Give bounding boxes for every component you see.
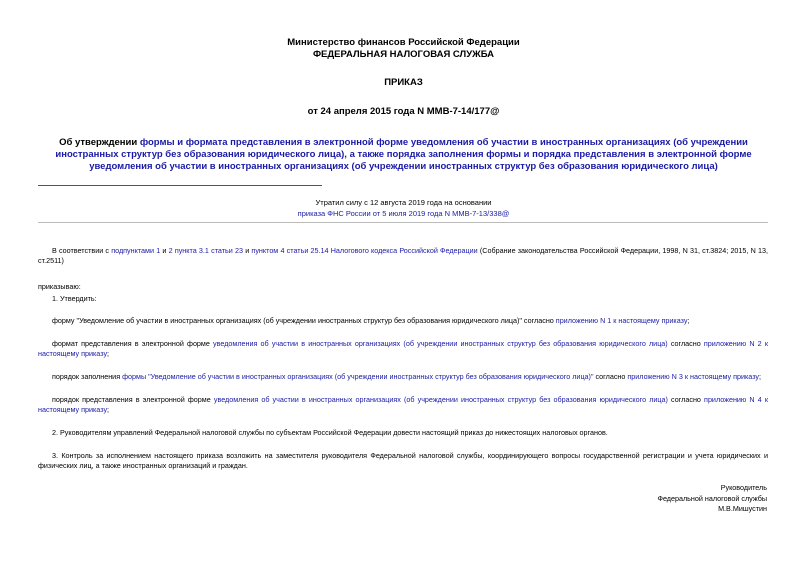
item-fill-order: [38, 372, 768, 382]
text: (Собрание законодательства Российской Федерации, 1998, N 31, ст.3824; 2015, N 13, ст.2511): [38, 246, 769, 265]
divider-long: [38, 222, 768, 223]
subject-link[interactable]: формы и формата представления в электронной форме уведомления об участии в иностранных организациях (об учреждении иностранных структур без образования юридического лица), а также порядка заполнения формы и порядка представления в электронной форме уведомления об участии в иностранных организациях (об учреждении иностранных структур без образования юридического лица): [55, 137, 752, 172]
intro-paragraph: [38, 246, 768, 266]
signature-block: [658, 483, 768, 515]
link-appendix-4[interactable]: приложению N 4 к настоящему приказу: [38, 395, 768, 414]
link-submit-notice[interactable]: уведомления об участии в иностранных организациях (об учреждении иностранных структур без образования юридического лица): [213, 395, 668, 404]
item-3: 3. Контроль за исполнением настоящего приказа возложить на заместителя руководителя Федеральной налоговой службы, координирующего вопросы государственной регистрации и учета юридических и физических лиц, а также иностранных организаций и граждан.: [38, 451, 768, 470]
signatory-role: Руководитель: [720, 483, 767, 492]
item-format: [38, 339, 768, 359]
text: формат представления в электронной форме: [52, 339, 214, 348]
expired-line: Утратил силу с 12 августа 2019 года на основании: [315, 198, 492, 207]
text: согласно: [667, 395, 705, 404]
order-body: [38, 246, 768, 471]
order-subject: [40, 137, 767, 173]
text: ;: [759, 372, 762, 381]
expired-order-link[interactable]: приказа ФНС России от 5 июля 2019 года N ММВ-7-13/338@: [297, 209, 510, 218]
link-appendix-1[interactable]: приложению N 1 к настоящему приказу: [555, 316, 688, 325]
issuer-block: [0, 37, 807, 61]
service-name: ФЕДЕРАЛЬНАЯ НАЛОГОВАЯ СЛУЖБА: [312, 49, 495, 60]
link-appendix-3[interactable]: приложению N 3 к настоящему приказу: [627, 372, 760, 381]
item-submit-order: [38, 395, 768, 415]
signatory-name: М.В.Мишустин: [718, 504, 767, 513]
text: ;: [687, 316, 690, 325]
order-type: ПРИКАЗ: [384, 77, 423, 88]
item-form: [38, 316, 768, 326]
signatory-org: Федеральной налоговой службы: [657, 493, 767, 503]
divider-short: [38, 185, 322, 186]
text: порядок заполнения: [52, 372, 123, 381]
ministry-name: Министерство финансов Российской Федерации: [287, 37, 520, 48]
link-format-notice[interactable]: уведомления об участии в иностранных организациях (об учреждении иностранных структур без образования юридического лица): [213, 339, 668, 348]
text: и: [160, 246, 169, 255]
text: ;: [107, 405, 110, 414]
subject-text: Об утверждении: [59, 137, 140, 148]
order-word: приказываю:: [38, 282, 81, 291]
text: порядок представления в электронной форме: [52, 395, 214, 404]
expired-note: [0, 197, 807, 219]
link-appendix-2[interactable]: приложению N 2 к настоящему приказу: [38, 339, 768, 358]
link-form-notice[interactable]: формы "Уведомление об участии в иностранных организациях (об учреждении иностранных структур без образования юридического лица)": [122, 372, 594, 381]
link-subparagraph-1[interactable]: подпунктами 1: [111, 246, 161, 255]
link-article-23[interactable]: 2 пункта 3.1 статьи 23: [168, 246, 243, 255]
text: В соответствии с: [52, 246, 112, 255]
order-date: от 24 апреля 2015 года N ММВ-7-14/177@: [307, 106, 500, 117]
text: согласно: [593, 372, 628, 381]
item-1: 1. Утвердить:: [52, 294, 97, 303]
text: ;: [107, 349, 110, 358]
link-article-25-14[interactable]: пунктом 4 статьи 25.14 Налогового кодекса Российской Федерации: [251, 246, 478, 255]
text: и: [243, 246, 252, 255]
text: форму "Уведомление об участии в иностранных организациях (об учреждении иностранных структур без образования юридического лица)" согласно: [52, 316, 556, 325]
text: согласно: [667, 339, 704, 348]
item-2: 2. Руководителям управлений Федеральной налоговой службы по субъектам Российской Федерации довести настоящий приказ до нижестоящих налоговых органов.: [52, 428, 608, 437]
